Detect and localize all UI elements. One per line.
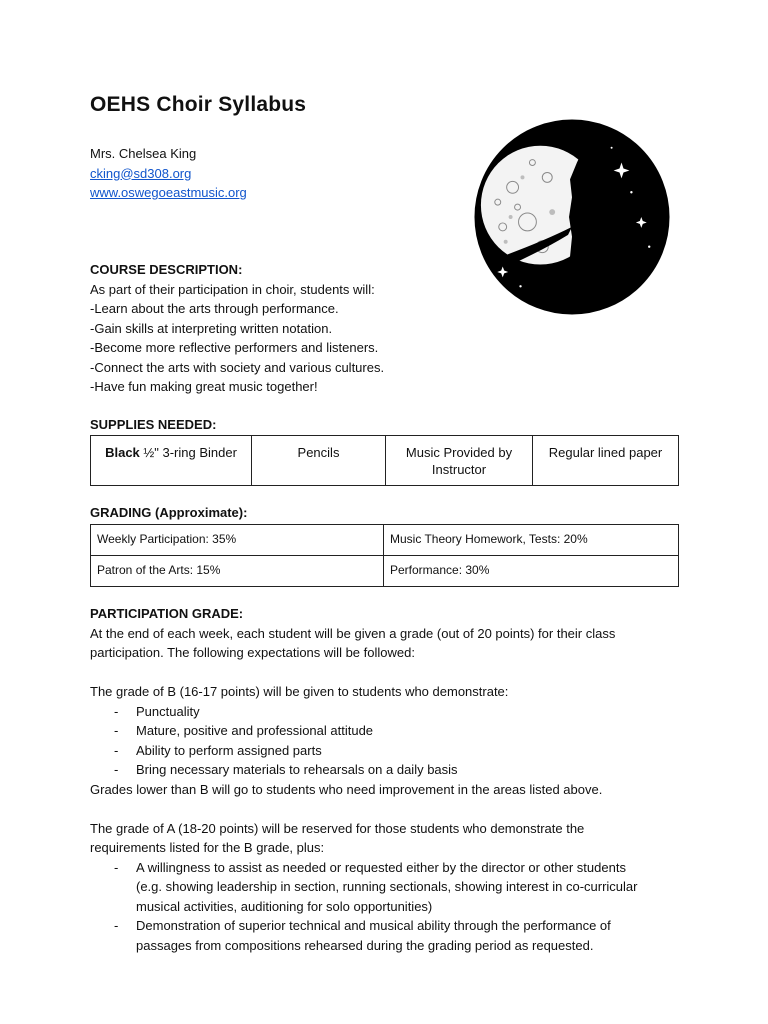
grading-cell: Performance: 30% xyxy=(384,556,679,587)
teacher-name: Mrs. Chelsea King xyxy=(90,146,197,161)
participation-intro: At the end of each week, each student will be given a grade (out of 20 points) for their class xyxy=(90,625,616,641)
email-link[interactable]: cking@sd308.org xyxy=(90,165,192,181)
binder-text: ½" 3-ring Binder xyxy=(139,445,237,460)
b-grade-list xyxy=(90,702,680,780)
list-item-line: passages from compositions rehearsed during the grading period as requested. xyxy=(136,937,594,953)
participation-section xyxy=(90,604,680,955)
contact-info xyxy=(90,144,247,203)
grading-table xyxy=(90,524,679,587)
grading-cell: Music Theory Homework, Tests: 20% xyxy=(384,525,679,556)
list-item-line: (e.g. showing leadership in section, running sectionals, showing interest in co-curricular xyxy=(136,879,638,894)
grading-heading: GRADING (Approximate): xyxy=(90,505,248,520)
list-item-line: musical activities, auditioning for solo opportunities) xyxy=(136,898,433,914)
a-grade-list xyxy=(90,858,680,956)
participation-heading: PARTICIPATION GRADE: xyxy=(90,606,244,621)
a-grade-intro: requirements listed for the B grade, plus: xyxy=(90,840,325,855)
list-item: - Ability to perform assigned parts xyxy=(90,741,680,761)
course-intro: As part of their participation in choir, students will: xyxy=(90,281,375,297)
course-item: -Have fun making great music together! xyxy=(90,379,318,394)
supply-item: Music Provided by Instructor xyxy=(386,436,533,486)
list-item xyxy=(90,858,680,917)
a-grade-intro: The grade of A (18-20 points) will be reserved for those students who demonstrate the xyxy=(90,820,585,836)
supplies-table xyxy=(90,435,679,486)
participation-intro: participation. The following expectations will be followed: xyxy=(90,645,415,660)
list-item: - Bring necessary materials to rehearsals on a daily basis xyxy=(90,760,680,780)
supplies-heading-block xyxy=(90,415,680,435)
list-item xyxy=(90,916,680,955)
b-grade-note: Grades lower than B will go to students who need improvement in the areas listed above. xyxy=(90,781,603,797)
page-title: OEHS Choir Syllabus xyxy=(90,93,307,116)
course-item: -Become more reflective performers and listeners. xyxy=(90,340,379,355)
course-description-heading: COURSE DESCRIPTION: xyxy=(90,262,243,277)
binder-bold: Black xyxy=(105,445,140,460)
course-item: -Connect the arts with society and various cultures. xyxy=(90,359,385,375)
course-item: -Gain skills at interpreting written notation. xyxy=(90,320,333,336)
supply-binder xyxy=(91,436,252,486)
list-item-line: - A willingness to assist as needed or requested either by the director or other students xyxy=(136,859,626,875)
grading-heading-block xyxy=(90,503,680,523)
supply-item: Pencils xyxy=(252,436,386,486)
list-item-line: - Demonstration of superior technical and musical ability through the performance of xyxy=(136,918,611,933)
supply-item: Regular lined paper xyxy=(533,436,679,486)
grading-cell: Weekly Participation: 35% xyxy=(91,525,384,556)
course-item: -Learn about the arts through performance. xyxy=(90,301,339,316)
b-grade-intro: The grade of B (16-17 points) will be given to students who demonstrate: xyxy=(90,684,509,699)
grading-cell: Patron of the Arts: 15% xyxy=(91,556,384,587)
supplies-heading: SUPPLIES NEEDED: xyxy=(90,417,217,432)
list-item: - Punctuality xyxy=(90,702,680,722)
course-description xyxy=(90,260,680,397)
website-link[interactable]: www.oswegoeastmusic.org xyxy=(90,185,247,200)
list-item: - Mature, positive and professional attitude xyxy=(90,721,680,741)
